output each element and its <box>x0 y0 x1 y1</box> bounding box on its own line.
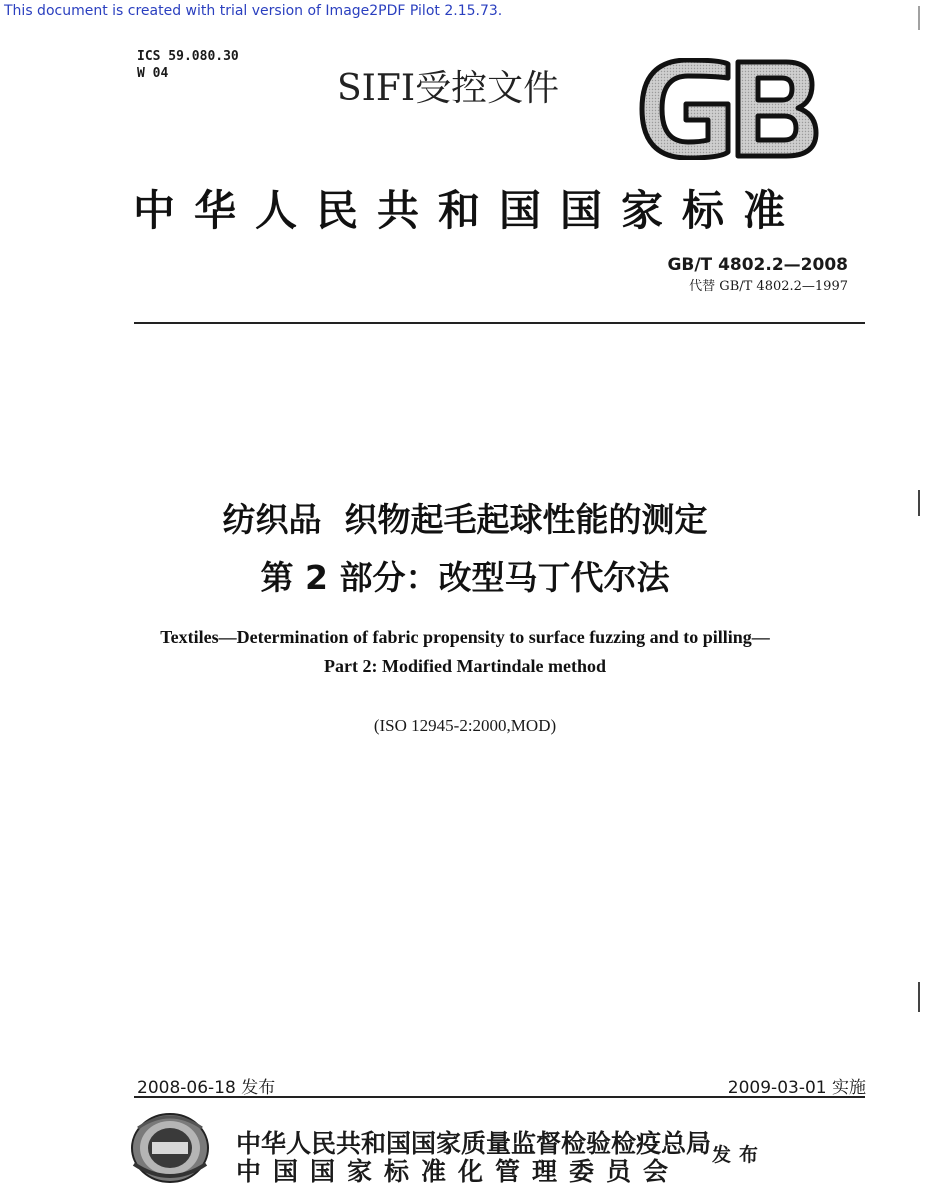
standard-type-heading: 中华人民共和国国家标准 <box>133 186 805 235</box>
scan-edge-mark <box>918 982 920 1012</box>
iso-reference: (ISO 12945-2:2000,MOD) <box>373 716 557 735</box>
trial-watermark: This document is created with trial version of Image2PDF Pilot 2.15.73. <box>4 3 503 19</box>
publisher-line-2: 中国国家标准化管理委员会 <box>236 1157 681 1186</box>
replaces-standard: 代替 GB/T 4802.2—1997 <box>689 279 848 294</box>
scan-edge-mark <box>918 490 920 516</box>
standard-number: GB/T 4802.2—2008 <box>667 255 848 275</box>
publish-action: 发布 <box>712 1144 767 1166</box>
gb-logo <box>636 58 820 160</box>
issue-date: 2008-06-18 发布 <box>137 1078 276 1098</box>
english-title-line-2: Part 2: Modified Martindale method <box>324 656 606 676</box>
english-title-line-1: Textiles—Determination of fabric propensity to surface fuzzing and to pilling— <box>160 627 770 647</box>
ics-code: ICS 59.080.30 <box>137 49 239 64</box>
classification-codes <box>137 48 239 82</box>
header-divider <box>134 322 865 324</box>
publisher-line-1: 中华人民共和国国家质量监督检验检疫总局 <box>236 1129 712 1158</box>
control-stamp: SIFI受控文件 <box>337 68 560 109</box>
chinese-title-line-1: 纺织品 织物起毛起球性能的测定 <box>222 500 708 539</box>
effective-date: 2009-03-01 实施 <box>727 1078 866 1098</box>
publisher-seal-icon <box>118 1108 222 1188</box>
chinese-title-line-2: 第 2 部分：改型马丁代尔法 <box>260 558 670 597</box>
footer-divider <box>134 1096 865 1098</box>
ccs-code: W 04 <box>137 66 169 81</box>
scan-edge-mark <box>918 6 920 30</box>
